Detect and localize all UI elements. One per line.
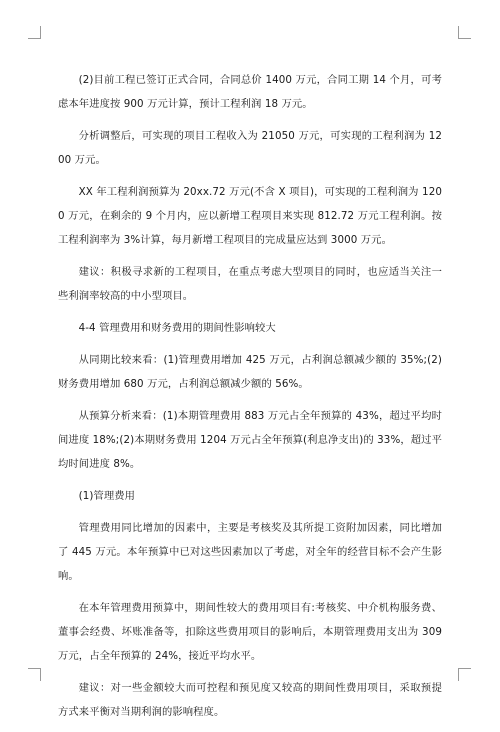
document-body: [58, 68, 442, 732]
paragraph-management-increase: 管理费用同比增加的因素中，主要是考核奖及其所提工资附加因素，同比增加了 445 万元。本年预算中已对这些因素加以了考虑，对全年的经营目标不会产生影响。: [58, 522, 442, 582]
crop-mark-bottom-left: [28, 668, 41, 681]
section-heading-expenses: 4-4 管理费用和财务费用的期间性影响较大: [78, 322, 276, 334]
crop-mark-bottom-right: [458, 668, 471, 681]
paragraph-periodic-items: 在本年管理费用预算中，期间性较大的费用项目有:考核奖、中介机构服务费、董事会经费、坏账准备等，扣除这些费用项目的影响后，本期管理费用支出为 309 万元，占全年预算的 24%，接近平均水平。: [58, 602, 442, 662]
paragraph-contract-project: (2)目前工程已签订正式合同，合同总价 1400 万元，合同工期 14 个月，可考虑本年进度按 900 万元计算，预计工程利润 18 万元。: [58, 74, 442, 110]
subheading-management-expenses: (1)管理费用: [78, 490, 136, 502]
paragraph-budget-analysis: 从预算分析来看：(1)本期管理费用 883 万元占全年预算的 43%，超过平均时间进度 18%;(2)本期财务费用 1204 万元占全年预算(利息净支出)的 33%，超过平均时间进度 8%。: [58, 410, 442, 470]
paragraph-suggestion-accrual: 建议：对一些金额较大而可控程和预见度又较高的期间性费用项目，采取预提方式来平衡对当期利润的影响程度。: [58, 682, 442, 718]
crop-mark-top-left: [28, 26, 41, 39]
paragraph-profit-budget: XX 年工程利润预算为 20xx.72 万元(不含 X 项目)，可实现的工程利润为 1200 万元，在剩余的 9 个月内，应以新增工程项目来实现 812.72 万元工程利润。按工程利润率为 3%计算，每月新增工程项目的完成量应达到 3000 万元。: [58, 186, 442, 246]
crop-mark-top-right: [458, 26, 471, 39]
paragraph-adjusted-analysis: 分析调整后，可实现的项目工程收入为 21050 万元，可实现的工程利润为 1200 万元。: [58, 130, 442, 166]
paragraph-suggestion-projects: 建议：积极寻求新的工程项目，在重点考虑大型项目的同时，也应适当关注一些利润率较高的中小型项目。: [58, 266, 442, 302]
paragraph-yoy-comparison: 从同期比较来看：(1)管理费用增加 425 万元，占利润总额减少额的 35%;(2)财务费用增加 680 万元，占利润总额减少额的 56%。: [58, 354, 442, 390]
